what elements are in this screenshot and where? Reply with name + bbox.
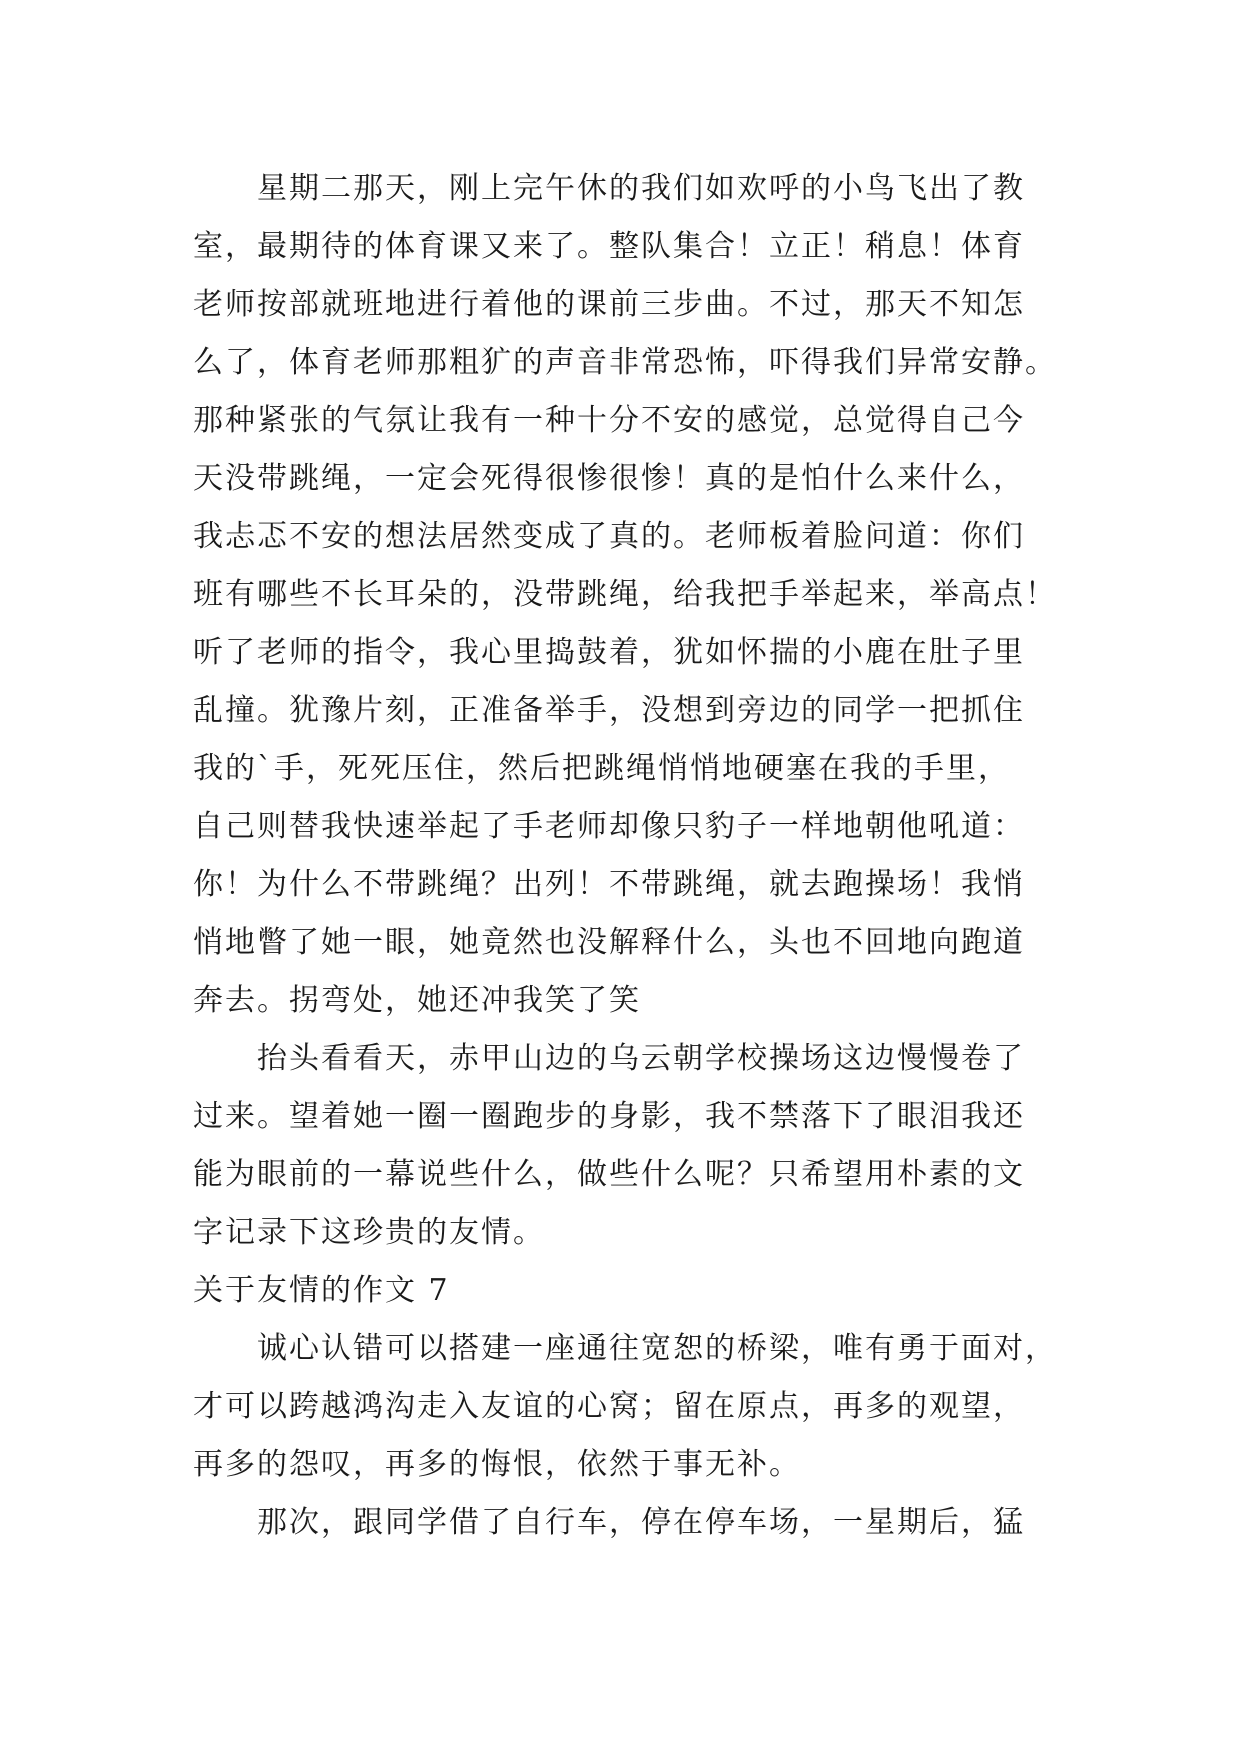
text-line: 抬头看看天，赤甲山边的乌云朝学校操场这边慢慢卷了 [257,1041,1025,1076]
text-line: 那次，跟同学借了自行车，停在停车场，一星期后，猛 [257,1505,1025,1540]
text-line: 听了老师的指令，我心里捣鼓着，犹如怀揣的小鹿在肚子里 [193,635,1025,670]
section-heading: 关于友情的作文 7 [193,1273,450,1308]
text-line: 乱撞。犹豫片刻，正准备举手，没想到旁边的同学一把抓住 [193,693,1025,728]
text-line: 么了，体育老师那粗犷的声音非常恐怖，吓得我们异常安静。 [193,345,1057,380]
text-line: 班有哪些不长耳朵的，没带跳绳，给我把手举起来，举高点！ [193,577,1057,612]
text-line: 那种紧张的气氛让我有一种十分不安的感觉，总觉得自己今 [193,403,1025,438]
text-line: 我的`手，死死压住，然后把跳绳悄悄地硬塞在我的手里， [193,751,1010,786]
text-line: 诚心认错可以搭建一座通往宽恕的桥梁，唯有勇于面对， [257,1331,1057,1366]
text-line: 星期二那天，刚上完午休的我们如欢呼的小鸟飞出了教 [257,171,1025,206]
text-line: 才可以跨越鸿沟走入友谊的心窝；留在原点，再多的观望， [193,1389,1025,1424]
text-line: 再多的怨叹，再多的悔恨，依然于事无补。 [193,1447,801,1482]
text-line: 我忐忑不安的想法居然变成了真的。老师板着脸问道：你们 [193,519,1025,554]
text-line: 奔去。拐弯处，她还冲我笑了笑 [193,983,641,1018]
document-body [193,160,1055,1552]
text-line: 字记录下这珍贵的友情。 [193,1215,545,1250]
text-line: 老师按部就班地进行着他的课前三步曲。不过，那天不知怎 [193,287,1025,322]
text-line: 你！为什么不带跳绳？出列！不带跳绳，就去跑操场！我悄 [193,867,1025,902]
text-line: 自己则替我快速举起了手老师却像只豹子一样地朝他吼道： [193,809,1025,844]
text-line: 室，最期待的体育课又来了。整队集合！立正！稍息！体育 [193,229,1025,264]
text-line: 能为眼前的一幕说些什么，做些什么呢？只希望用朴素的文 [193,1157,1025,1192]
text-line: 天没带跳绳，一定会死得很惨很惨！真的是怕什么来什么， [193,461,1025,496]
text-line: 过来。望着她一圈一圈跑步的身影，我不禁落下了眼泪我还 [193,1099,1025,1134]
text-line: 悄地瞥了她一眼，她竟然也没解释什么，头也不回地向跑道 [193,925,1025,960]
